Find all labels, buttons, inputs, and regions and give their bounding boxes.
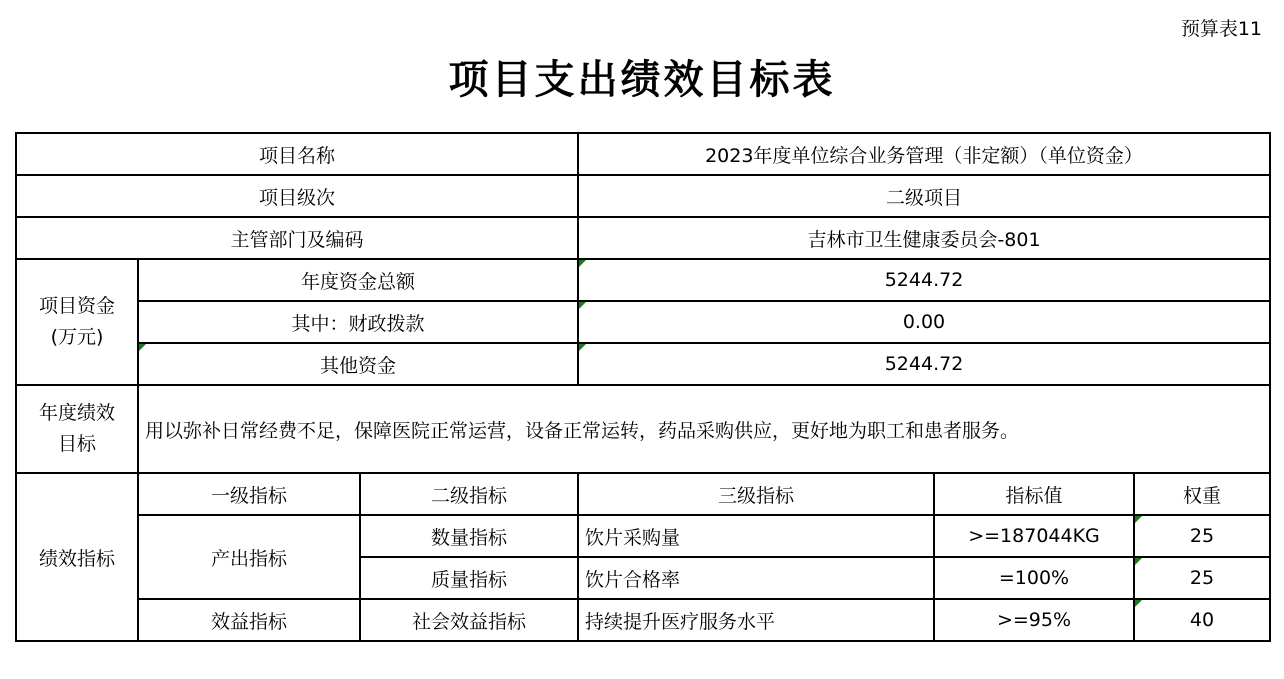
project-level-row <box>16 175 1270 217</box>
performance-table <box>15 132 1271 642</box>
fund-value: 5244.72 <box>578 259 1270 301</box>
indicator-header-row <box>16 473 1270 515</box>
level3-cell: 饮片合格率 <box>578 557 934 599</box>
project-name-value: 2023年度单位综合业务管理（非定额）（单位资金） <box>578 133 1270 175</box>
indicator-group-label: 绩效指标 <box>16 473 138 641</box>
fund-row <box>16 259 1270 301</box>
level2-cell: 社会效益指标 <box>360 599 578 641</box>
fund-group-label-line2: (万元) <box>50 326 104 348</box>
project-level-value: 二级项目 <box>578 175 1270 217</box>
header-weight: 权重 <box>1134 473 1270 515</box>
fund-value: 5244.72 <box>578 343 1270 385</box>
annual-goal-label-line1: 年度绩效 <box>38 402 115 424</box>
weight-cell: 25 <box>1134 557 1270 599</box>
department-row <box>16 217 1270 259</box>
fund-group-label <box>16 259 138 385</box>
project-level-label: 项目级次 <box>16 175 578 217</box>
indicator-value-cell: =100% <box>934 557 1134 599</box>
level3-cell: 持续提升医疗服务水平 <box>578 599 934 641</box>
weight-cell: 25 <box>1134 515 1270 557</box>
project-name-label: 项目名称 <box>16 133 578 175</box>
fund-group-label-line1: 项目资金 <box>38 295 115 317</box>
level2-cell: 数量指标 <box>360 515 578 557</box>
level1-cell: 产出指标 <box>138 515 360 599</box>
fund-label: 其他资金 <box>138 343 578 385</box>
header-level2: 二级指标 <box>360 473 578 515</box>
annual-goal-row <box>16 385 1270 473</box>
annual-goal-text: 用以弥补日常经费不足，保障医院正常运营，设备正常运转，药品采购供应，更好地为职工和患者服务。 <box>138 385 1270 473</box>
header-level1: 一级指标 <box>138 473 360 515</box>
annual-goal-label-line2: 目标 <box>57 433 96 455</box>
header-level3: 三级指标 <box>578 473 934 515</box>
project-name-row <box>16 133 1270 175</box>
weight-cell: 40 <box>1134 599 1270 641</box>
department-label: 主管部门及编码 <box>16 217 578 259</box>
level1-cell: 效益指标 <box>138 599 360 641</box>
indicator-row <box>16 599 1270 641</box>
page-title: 项目支出绩效目标表 <box>448 57 836 103</box>
fund-value: 0.00 <box>578 301 1270 343</box>
indicator-value-cell: >=187044KG <box>934 515 1134 557</box>
fund-label: 年度资金总额 <box>138 259 578 301</box>
indicator-row <box>16 515 1270 557</box>
fund-label: 其中：财政拨款 <box>138 301 578 343</box>
table-number: 预算表11 <box>1180 18 1262 40</box>
indicator-value-cell: >=95% <box>934 599 1134 641</box>
annual-goal-label <box>16 385 138 473</box>
fund-row <box>16 301 1270 343</box>
fund-row <box>16 343 1270 385</box>
header-value: 指标值 <box>934 473 1134 515</box>
department-value: 吉林市卫生健康委员会-801 <box>578 217 1270 259</box>
level2-cell: 质量指标 <box>360 557 578 599</box>
level3-cell: 饮片采购量 <box>578 515 934 557</box>
